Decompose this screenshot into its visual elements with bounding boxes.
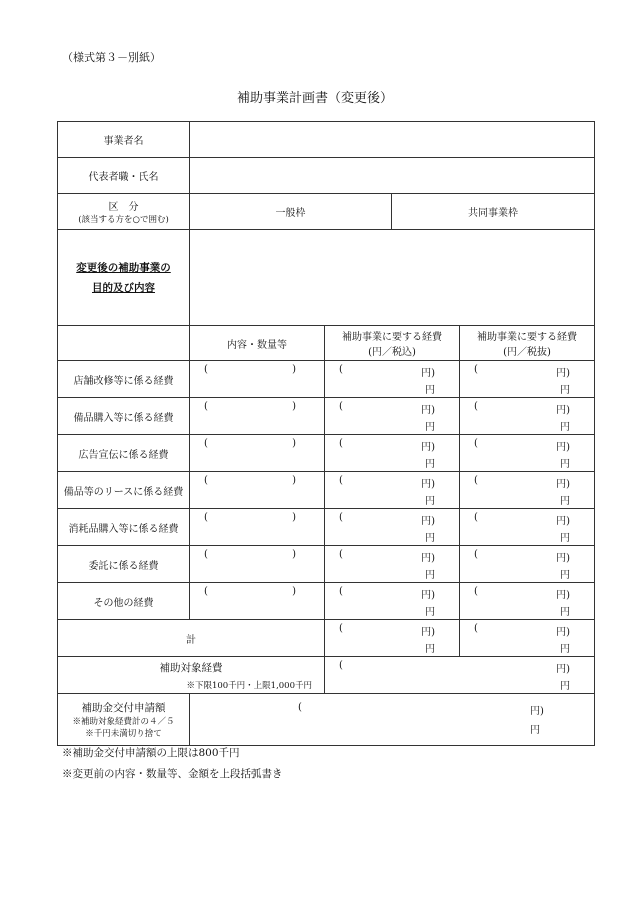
open-paren: ( — [339, 623, 343, 634]
open-paren: ( — [474, 623, 478, 634]
yen: 円 — [560, 533, 570, 544]
purpose-label-cell — [58, 230, 190, 326]
taxin-cell[interactable] — [325, 435, 460, 472]
open-paren: ( — [204, 475, 208, 486]
note-upper-limit: ※補助金交付申請額の上限は800千円 — [62, 747, 240, 759]
yen: 円 — [425, 533, 435, 544]
cost-header-taxex-line1: 補助事業に要する経費 — [477, 332, 577, 343]
application-label-cell — [58, 694, 190, 746]
open-paren: ( — [204, 401, 208, 412]
close-paren: ) — [292, 401, 296, 412]
cost-header-taxin-line1: 補助事業に要する経費 — [342, 332, 442, 343]
total-label: 計 — [58, 620, 325, 657]
taxin-cell[interactable] — [325, 361, 460, 398]
taxex-cell[interactable] — [460, 583, 595, 620]
total-taxin-cell[interactable] — [325, 620, 460, 657]
purpose-label-line2: 目的及び内容 — [92, 281, 155, 294]
content-cell[interactable] — [190, 398, 325, 435]
form-reference: （様式第３－別紙） — [62, 51, 161, 64]
document-title: 補助事業計画書（変更後） — [236, 91, 393, 106]
taxin-cell[interactable] — [325, 472, 460, 509]
yen-close: 円) — [556, 405, 570, 416]
yen-close: 円) — [556, 368, 570, 379]
open-paren: ( — [474, 438, 478, 449]
close-paren: ) — [292, 549, 296, 560]
yen: 円 — [560, 385, 570, 396]
taxex-cell[interactable] — [460, 361, 595, 398]
yen-close: 円) — [556, 627, 570, 638]
cost-header-taxex-line2: (円／税抜) — [503, 347, 551, 358]
yen: 円 — [425, 607, 435, 618]
open-paren: ( — [298, 702, 302, 713]
taxex-cell[interactable] — [460, 546, 595, 583]
category-option-general[interactable]: 一般枠 — [190, 194, 392, 230]
cost-row-label: 備品購入等に係る経費 — [58, 398, 190, 435]
open-paren: ( — [474, 364, 478, 375]
content-cell[interactable] — [190, 361, 325, 398]
yen: 円 — [560, 681, 570, 692]
yen: 円 — [560, 459, 570, 470]
note-previous-values: ※変更前の内容・数量等、金額を上段括弧書き — [62, 768, 283, 780]
category-label-cell — [58, 194, 190, 230]
content-cell[interactable] — [190, 583, 325, 620]
close-paren: ) — [292, 364, 296, 375]
yen: 円 — [560, 607, 570, 618]
taxin-cell[interactable] — [325, 546, 460, 583]
open-paren: ( — [474, 549, 478, 560]
subsidy-target-note: ※下限100千円・上限1,000千円 — [186, 680, 312, 691]
cost-row-label: 消耗品購入等に係る経費 — [58, 509, 190, 546]
application-note-2: ※千円未満切り捨て — [85, 729, 162, 739]
open-paren: ( — [474, 512, 478, 523]
yen-close: 円) — [556, 664, 570, 675]
yen-close: 円) — [421, 516, 435, 527]
close-paren: ) — [292, 586, 296, 597]
open-paren: ( — [204, 512, 208, 523]
cost-row-label: 店舗改修等に係る経費 — [58, 361, 190, 398]
yen-close: 円) — [421, 368, 435, 379]
representative-label: 代表者職・氏名 — [58, 158, 190, 194]
cost-header-taxex — [460, 326, 595, 361]
yen: 円 — [560, 496, 570, 507]
open-paren: ( — [204, 586, 208, 597]
category-option-joint[interactable]: 共同事業枠 — [392, 194, 595, 230]
open-paren: ( — [339, 660, 343, 671]
open-paren: ( — [339, 586, 343, 597]
yen-close: 円) — [421, 627, 435, 638]
yen-close: 円) — [530, 706, 544, 717]
subsidy-target-label: 補助対象経費 — [159, 661, 223, 674]
open-paren: ( — [339, 512, 343, 523]
business-name-field[interactable] — [190, 122, 595, 158]
yen: 円 — [425, 422, 435, 433]
subsidy-target-label-cell — [58, 657, 325, 694]
content-cell[interactable] — [190, 472, 325, 509]
application-label: 補助金交付申請額 — [81, 702, 166, 714]
application-note-1: ※補助対象経費計の４／５ — [72, 717, 175, 727]
open-paren: ( — [204, 549, 208, 560]
taxin-cell[interactable] — [325, 398, 460, 435]
cost-header-blank — [58, 326, 190, 361]
yen: 円 — [425, 496, 435, 507]
total-taxex-cell[interactable] — [460, 620, 595, 657]
yen: 円 — [425, 459, 435, 470]
cost-row-label: その他の経費 — [58, 583, 190, 620]
open-paren: ( — [474, 475, 478, 486]
cost-header-taxin — [325, 326, 460, 361]
open-paren: ( — [339, 549, 343, 560]
open-paren: ( — [474, 401, 478, 412]
open-paren: ( — [474, 586, 478, 597]
yen: 円 — [425, 570, 435, 581]
close-paren: ) — [292, 512, 296, 523]
content-cell[interactable] — [190, 546, 325, 583]
open-paren: ( — [204, 438, 208, 449]
yen-close: 円) — [421, 442, 435, 453]
yen-close: 円) — [421, 405, 435, 416]
open-paren: ( — [339, 401, 343, 412]
application-field[interactable] — [190, 694, 595, 746]
taxex-cell[interactable] — [460, 398, 595, 435]
cost-row-label: 備品等のリースに係る経費 — [58, 472, 190, 509]
cost-row-label: 広告宣伝に係る経費 — [58, 435, 190, 472]
subsidy-target-field[interactable] — [325, 657, 595, 694]
yen: 円 — [560, 644, 570, 655]
cost-header-content: 内容・数量等 — [190, 326, 325, 361]
plan-table — [57, 121, 595, 746]
content-cell[interactable] — [190, 435, 325, 472]
open-paren: ( — [339, 364, 343, 375]
yen-close: 円) — [556, 479, 570, 490]
cost-header-taxin-line2: (円／税込) — [368, 347, 416, 358]
yen-close: 円) — [556, 553, 570, 564]
yen: 円 — [530, 725, 540, 736]
taxex-cell[interactable] — [460, 472, 595, 509]
purpose-field[interactable] — [190, 230, 595, 326]
yen-close: 円) — [556, 590, 570, 601]
open-paren: ( — [339, 475, 343, 486]
yen-close: 円) — [421, 590, 435, 601]
content-cell[interactable] — [190, 509, 325, 546]
yen-close: 円) — [556, 442, 570, 453]
yen: 円 — [560, 570, 570, 581]
taxex-cell[interactable] — [460, 509, 595, 546]
business-name-label: 事業者名 — [58, 122, 190, 158]
yen-close: 円) — [421, 553, 435, 564]
close-paren: ) — [292, 475, 296, 486]
cost-row-label: 委託に係る経費 — [58, 546, 190, 583]
representative-field[interactable] — [190, 158, 595, 194]
category-label: 区 分 — [108, 202, 139, 213]
close-paren: ) — [292, 438, 296, 449]
purpose-label-line1: 変更後の補助事業の — [76, 261, 171, 274]
taxex-cell[interactable] — [460, 435, 595, 472]
open-paren: ( — [339, 438, 343, 449]
yen-close: 円) — [421, 479, 435, 490]
open-paren: ( — [204, 364, 208, 375]
category-hint: (該当する方を○で囲む) — [78, 215, 169, 225]
taxin-cell[interactable] — [325, 509, 460, 546]
yen: 円 — [425, 644, 435, 655]
taxin-cell[interactable] — [325, 583, 460, 620]
yen-close: 円) — [556, 516, 570, 527]
yen: 円 — [560, 422, 570, 433]
yen: 円 — [425, 385, 435, 396]
